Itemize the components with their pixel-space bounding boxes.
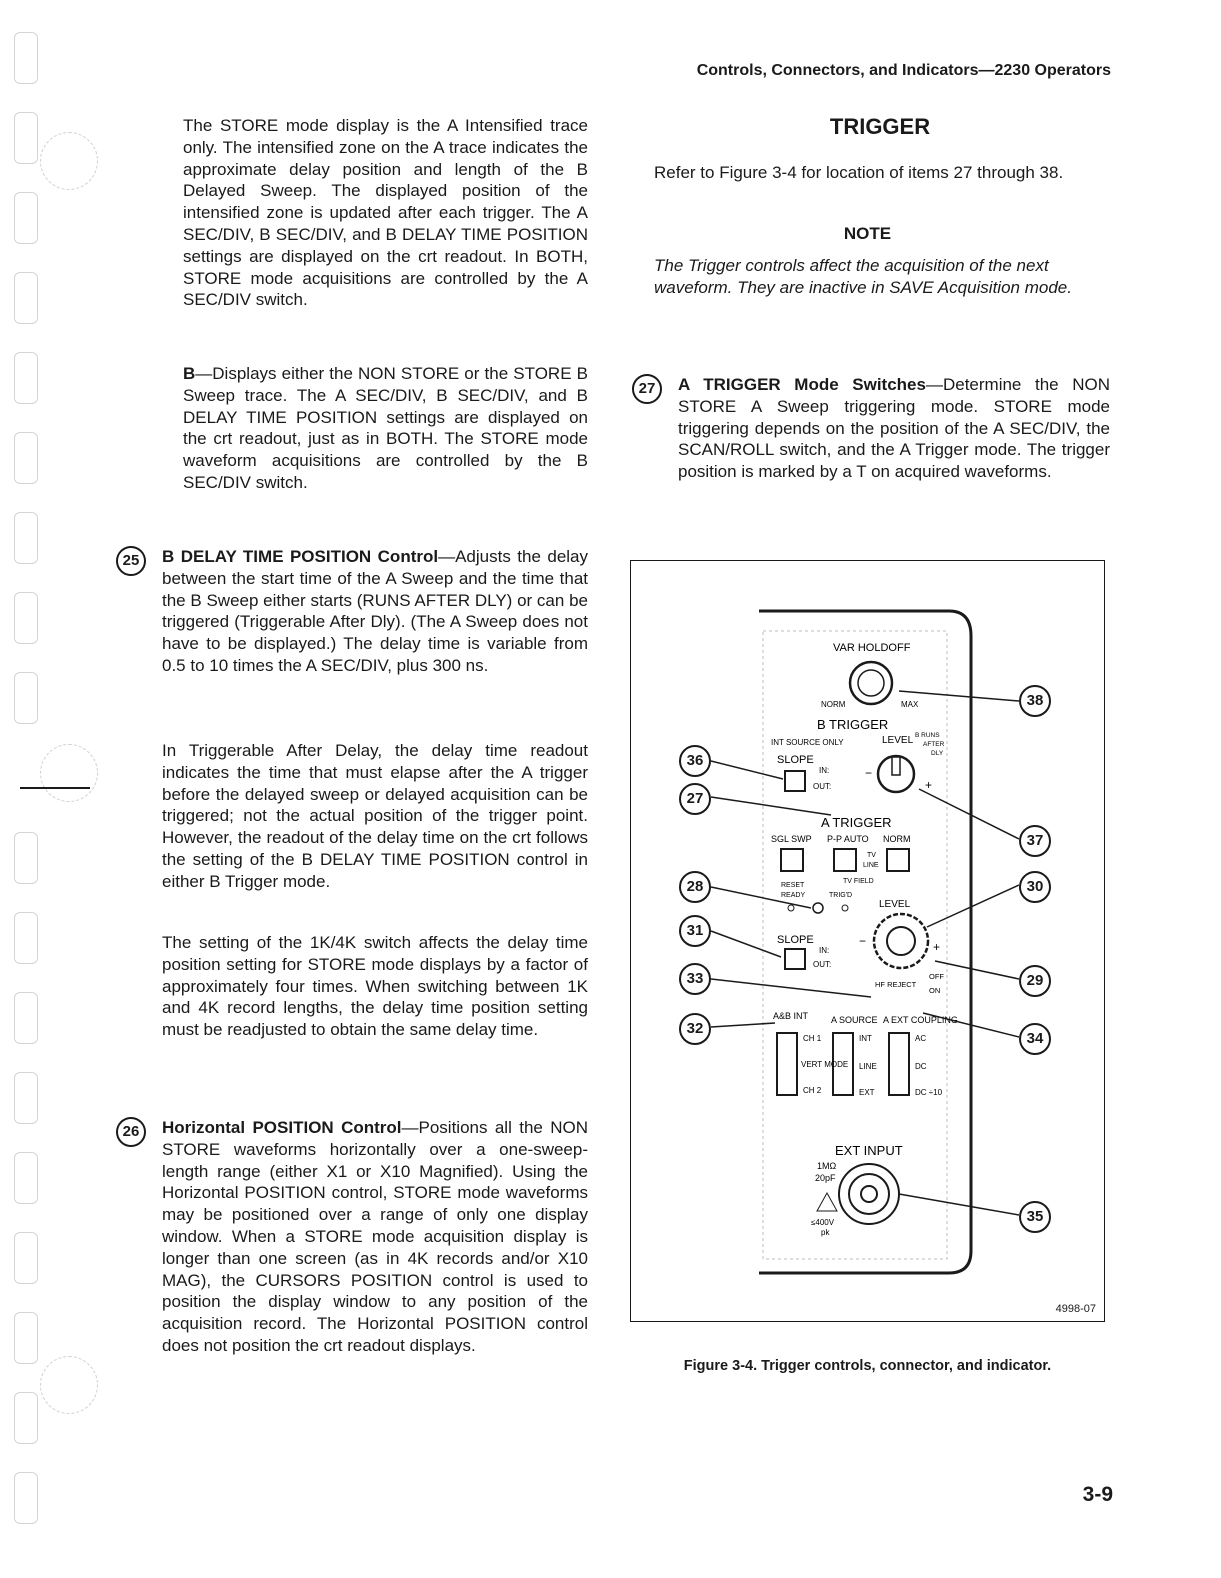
- callout-35: 35: [1019, 1201, 1051, 1233]
- binder-hole: [14, 272, 38, 324]
- hf-reject-off-label: OFF: [929, 972, 944, 981]
- reset-indicator-lamp: [813, 903, 823, 913]
- hf-reject-label: HF REJECT: [875, 980, 917, 989]
- norm-button: [887, 849, 909, 871]
- norm-button-label: NORM: [883, 834, 911, 844]
- item-26-title: Horizontal POSITION Control: [162, 1118, 402, 1137]
- figure-id: 4998-07: [1055, 1303, 1096, 1315]
- punch-circle: [40, 744, 98, 802]
- b-slope-button: [785, 771, 805, 791]
- trigd-label: TRIG'D: [829, 892, 853, 899]
- max-voltage-label: ≤400V: [811, 1218, 835, 1227]
- item-25-title: B DELAY TIME POSITION Control: [162, 547, 439, 566]
- a-trigger-heading: A TRIGGER: [821, 815, 892, 830]
- leader-33: [711, 979, 871, 997]
- leader-31: [711, 931, 781, 957]
- ac-label: AC: [915, 1034, 927, 1043]
- item-26-description: —Positions all the NON STORE waveforms horizontally over a one-sweep-length range (either X1 or X10 Magnified). Using the Horizontal POSITION control, STORE mode waveforms may be positioned over a range of only one display window. When a STORE mode acquisition display is longer than one screen (as in 4K records and/or X10 MAG), the CURSORS POSITION control is used to position the display window to any position of the acquisition record. The Horizontal POSITION control does not position the crt readout displays.: [162, 1118, 588, 1355]
- a-source-label: A SOURCE: [831, 1015, 878, 1025]
- ch2-label: CH 2: [803, 1086, 822, 1095]
- store-mode-paragraph: The STORE mode display is the A Intensified trace only. The intensified zone on the A trace indicates the approximate delay position and length of the B Delayed Sweep. The displayed position of the intensified zone is updated after each trigger. The A SEC/DIV, B SEC/DIV, and B DELAY TIME POSITION settings are displayed on the crt readout. In BOTH, STORE mode acquisitions are controlled by the A SEC/DIV switch.: [183, 116, 588, 310]
- max-label: MAX: [901, 700, 919, 709]
- punch-mark: [20, 787, 90, 789]
- figure-3-4: [630, 560, 1105, 1322]
- item-25-text: [162, 546, 588, 677]
- hf-reject-on-label: ON: [929, 986, 941, 995]
- pk-label: pk: [821, 1228, 830, 1237]
- ch1-label: CH 1: [803, 1034, 822, 1043]
- leader-37: [919, 789, 1019, 839]
- tv-field-label: TV FIELD: [843, 878, 874, 885]
- leader-30: [927, 885, 1019, 927]
- b-trigger-heading: B TRIGGER: [817, 717, 889, 732]
- item-26-text: [162, 1117, 588, 1357]
- p-p-auto-button: [834, 849, 856, 871]
- callout-34: 34: [1019, 1023, 1051, 1055]
- var-holdoff-knob: [850, 662, 892, 704]
- a-level-label: LEVEL: [879, 899, 911, 910]
- a-slope-out-label: OUT:: [813, 960, 832, 969]
- sgl-swp-button: [781, 849, 803, 871]
- binder-hole: [14, 992, 38, 1044]
- punch-circle: [40, 132, 98, 190]
- a-slope-in-label: IN:: [819, 946, 830, 955]
- punch-circle: [40, 1356, 98, 1414]
- intro-paragraph: Refer to Figure 3-4 for location of items 27 through 38.: [654, 163, 1064, 182]
- ready-indicator: [788, 905, 794, 911]
- callout-30: 30: [1019, 871, 1051, 903]
- ready-label: READY: [781, 892, 806, 899]
- capacitance-label: 20pF: [815, 1173, 836, 1183]
- binder-hole: [14, 1072, 38, 1124]
- a-level-minus: −: [859, 934, 867, 948]
- a-slope-button: [785, 949, 805, 969]
- b-lead: B: [183, 364, 196, 383]
- binder-hole: [14, 512, 38, 564]
- record-length-paragraph: The setting of the 1K/4K switch affects the delay time position setting for STORE mode displays by a factor of approximately four times. When switching between 1K and 4K record lengths, the delay time position setting must be readjusted to obtain the same delay time.: [162, 933, 588, 1040]
- binder-hole: [14, 1312, 38, 1364]
- leader-36: [711, 761, 783, 779]
- item-25-description: —Adjusts the delay between the start time of the A Sweep and the time that the B Sweep either starts (RUNS AFTER DLY) or can be triggered (Triggerable After Dly). (The A Sweep does not have to be displayed.) The delay time is variable from 0.5 to 10 times the A SEC/DIV, plus 300 ns.: [162, 547, 589, 675]
- vert-mode-label: VERT MODE: [801, 1060, 849, 1069]
- a-level-knob: [874, 914, 928, 968]
- trigd-indicator: [842, 905, 848, 911]
- b-level-plus: +: [925, 778, 933, 792]
- item-27-text: [678, 374, 1110, 483]
- item-number-badge: 26: [116, 1117, 146, 1147]
- p-p-auto-label: P-P AUTO: [827, 834, 869, 844]
- ext-input-label: EXT INPUT: [835, 1143, 903, 1158]
- note-heading: NOTE: [843, 224, 892, 243]
- binder-hole: [14, 192, 38, 244]
- callout-37: 37: [1019, 825, 1051, 857]
- dc-label: DC: [915, 1062, 927, 1071]
- binder-hole: [14, 112, 38, 164]
- b-runs-label: B RUNS: [915, 732, 940, 739]
- callout-31: 31: [679, 915, 711, 947]
- int-source-only-label: INT SOURCE ONLY: [771, 738, 844, 747]
- binder-hole: [14, 32, 38, 84]
- ab-int-label: A&B INT: [773, 1011, 809, 1021]
- callout-33: 33: [679, 963, 711, 995]
- binder-hole: [14, 912, 38, 964]
- b-level-knob-pointer: [892, 757, 900, 775]
- impedance-label: 1MΩ: [817, 1161, 837, 1171]
- binder-hole: [14, 832, 38, 884]
- b-level-minus: −: [865, 766, 873, 780]
- triggerable-after-delay-paragraph: In Triggerable After Delay, the delay time readout indicates the time that must elapse after the A trigger before the delayed sweep or delayed acquisition can be triggered; not the actual position of the trigger point. However, the readout of the delay time on the crt follows the setting of the B DELAY TIME POSITION control in either B Trigger mode.: [162, 741, 588, 891]
- norm-label: NORM: [821, 700, 846, 709]
- section-title: TRIGGER: [829, 114, 931, 139]
- reset-label: RESET: [781, 882, 805, 889]
- item-number-badge: 25: [116, 546, 146, 576]
- callout-29: 29: [1019, 965, 1051, 997]
- warning-triangle-icon: [817, 1193, 837, 1211]
- leader-32: [711, 1023, 775, 1027]
- tv-label: TV: [867, 852, 876, 859]
- item-number-badge: 27: [632, 374, 662, 404]
- leader-29: [935, 961, 1019, 979]
- leader-35: [899, 1194, 1019, 1215]
- b-slope-out-label: OUT:: [813, 782, 832, 791]
- callout-28: 28: [679, 871, 711, 903]
- a-slope-label: SLOPE: [777, 934, 814, 946]
- running-header: Controls, Connectors, and Indicators—2230 Operators: [696, 62, 1111, 79]
- ext-label: EXT: [859, 1088, 875, 1097]
- binder-hole: [14, 1472, 38, 1524]
- a-ext-coupling-switch: [889, 1033, 909, 1095]
- var-holdoff-label: VAR HOLDOFF: [833, 642, 911, 654]
- binder-hole: [14, 592, 38, 644]
- callout-32: 32: [679, 1013, 711, 1045]
- callout-36: 36: [679, 745, 711, 777]
- page-number: 3-9: [1082, 1483, 1113, 1506]
- note-text: The Trigger controls affect the acquisition of the next waveform. They are inactive in SAVE Acquisition mode.: [654, 256, 1072, 297]
- figure-caption: Figure 3-4. Trigger controls, connector, and indicator.: [683, 1358, 1052, 1374]
- sgl-swp-label: SGL SWP: [771, 834, 812, 844]
- dc-div10-label: DC ÷10: [915, 1088, 943, 1097]
- b-level-label: LEVEL: [882, 735, 914, 746]
- leader-27: [711, 797, 831, 815]
- binder-hole: [14, 1232, 38, 1284]
- a-ext-coupling-label: A EXT COUPLING: [883, 1015, 958, 1025]
- binder-hole: [14, 1392, 38, 1444]
- a-level-plus: +: [933, 940, 941, 954]
- after-label: AFTER: [923, 741, 945, 748]
- item-27-description: —Determine the NON STORE A Sweep triggering mode. STORE mode triggering depends on the position of the A SEC/DIV, the SCAN/ROLL switch, and the A Trigger mode. The trigger position is marked by a T on acquired waveforms.: [678, 375, 1110, 482]
- b-slope-label: SLOPE: [777, 754, 814, 766]
- binder-hole: [14, 1152, 38, 1204]
- b-mode-text: —Displays either the NON STORE or the STORE B Sweep trace. The A SEC/DIV, B SEC/DIV, and B DELAY TIME POSITION settings are displayed on the crt readout, just as in BOTH. The STORE mode waveform acquisitions are controlled by the B SEC/DIV switch.: [183, 364, 588, 492]
- line-label: LINE: [863, 862, 879, 869]
- dly-label: DLY: [931, 750, 944, 757]
- b-slope-in-label: IN:: [819, 766, 830, 775]
- line-source-label: LINE: [859, 1062, 877, 1071]
- binder-hole: [14, 352, 38, 404]
- ab-int-switch: [777, 1033, 797, 1095]
- item-27-title: A TRIGGER Mode Switches: [678, 375, 926, 394]
- callout-27: 27: [679, 783, 711, 815]
- callout-38: 38: [1019, 685, 1051, 717]
- int-label: INT: [859, 1034, 872, 1043]
- b-mode-paragraph: [183, 363, 588, 494]
- binder-hole: [14, 672, 38, 724]
- binder-hole: [14, 432, 38, 484]
